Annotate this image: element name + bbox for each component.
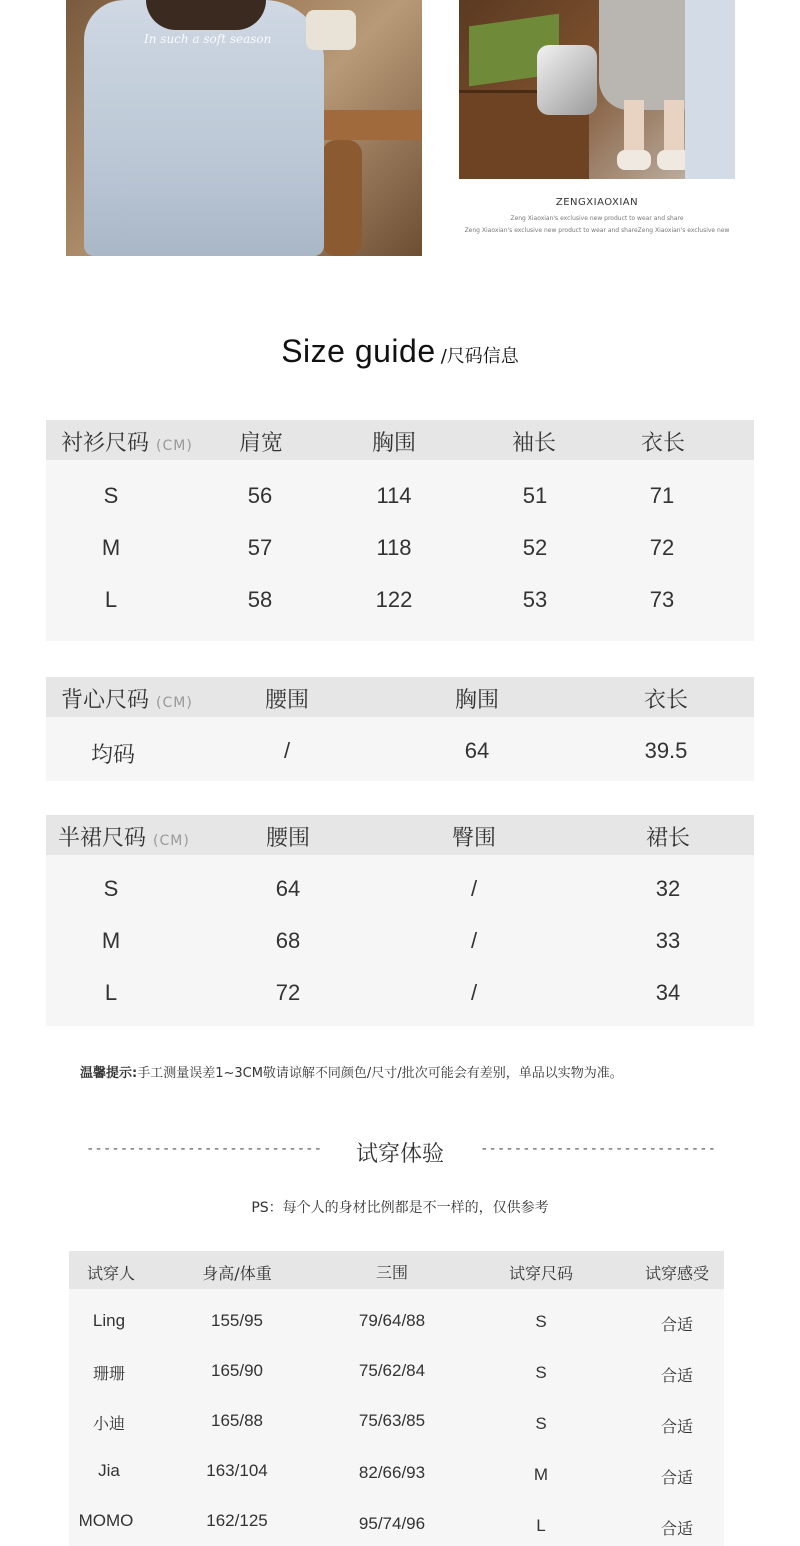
photo-hair [146,0,266,30]
table-cell: 122 [375,587,413,612]
column-header: 腰围 [265,826,311,851]
table-cell: 118 [376,535,412,560]
trial-size: S [535,1414,547,1433]
trial-height-weight: 162/125 [206,1511,268,1530]
model-skirt-photo [459,0,735,179]
table-cell: 33 [655,928,681,953]
trial-ps: PS：每个人的身材比例都是不一样的，仅供参考 [251,1200,549,1216]
trial-measurements: 82/66/93 [358,1463,426,1482]
table-unit: (CM) [153,833,190,849]
table-cell: 72 [275,980,301,1005]
column-header: 三围 [375,1263,409,1282]
table-title [58,821,190,852]
trial-name: 小迪 [92,1414,126,1433]
table-cell: 58 [247,587,273,612]
title-sub: /尺码信息 [440,346,519,367]
trial-size: M [533,1465,549,1484]
column-header: 裙长 [645,826,691,851]
table-unit: (CM) [156,438,193,454]
table-cell: 34 [655,980,681,1005]
column-header: 身高/体重 [202,1264,272,1283]
page-title [0,333,800,370]
column-header: 胸围 [454,688,500,713]
trial-measurements: 79/64/88 [358,1311,426,1330]
table-cell: 52 [522,535,548,560]
brand-tagline: Zeng Xiaoxian's exclusive new product to wear and share [510,215,684,222]
note-text: 手工测量误差1~3CM敬请谅解不同颜色/尺寸/批次可能会有差别，单品以实物为准。 [137,1066,623,1081]
vest-size-table [46,677,754,781]
brand-tagline: Zeng Xiaoxian's exclusive new product to wear and shareZeng Xiaoxian's exclusive new [464,227,730,234]
table-cell: 56 [247,483,273,508]
column-header: 衣长 [643,688,689,713]
trial-feel: 合适 [660,1366,694,1385]
shirt-size-table [46,420,754,641]
model-back-photo [66,0,422,256]
trial-feel: 合适 [660,1417,694,1436]
photo-shoe [617,150,651,170]
table-cell: 64 [275,876,301,901]
column-header: 肩宽 [238,431,284,456]
table-cell: / [470,980,478,1005]
note-label: 温馨提示: [80,1066,138,1081]
table-cell: 71 [649,483,675,508]
table-unit: (CM) [156,695,193,711]
table-cell: 53 [522,587,548,612]
table-title-text: 衬衫尺码 [61,431,150,456]
column-header: 试穿人 [86,1264,136,1283]
table-cell: 39.5 [644,738,688,763]
table-title-text: 半裙尺码 [58,826,147,851]
trial-height-weight: 163/104 [206,1461,268,1480]
photo-bag [306,10,356,50]
size-label: S [103,483,119,508]
photo-table-leg [322,140,362,256]
table-cell: 72 [649,535,675,560]
table-cell: / [283,738,291,763]
photo-sleeve [685,0,735,179]
trial-measurements: 95/74/96 [358,1514,426,1533]
table-cell: / [470,876,478,901]
trial-name: MOMO [78,1511,134,1530]
table-cell: 51 [522,483,548,508]
photo-silver-bag [537,45,597,115]
divider-right: ---------------------------- [480,1141,717,1157]
skirt-size-table [46,815,754,1026]
brand-name: ZENGXIAOXIAN [555,197,639,208]
trial-size: S [535,1312,547,1331]
size-label: L [104,980,118,1005]
table-cell: 64 [464,738,490,763]
table-title [61,426,193,457]
trial-height-weight: 155/95 [211,1311,263,1330]
trial-name: Jia [98,1461,120,1480]
column-header: 胸围 [371,431,417,456]
trial-size: L [536,1516,546,1535]
size-label: S [103,876,119,901]
size-label: M [101,928,121,953]
title-main: Size guide [281,333,436,369]
column-header: 臀围 [451,826,497,851]
table-title-text: 背心尺码 [61,688,150,713]
column-header: 袖长 [511,431,557,456]
column-header: 腰围 [264,688,310,713]
trial-height-weight: 165/90 [211,1361,263,1380]
table-cell: 73 [649,587,675,612]
column-header: 衣长 [640,431,686,456]
column-header: 试穿感受 [644,1264,710,1283]
trial-height-weight: 165/88 [211,1411,263,1430]
size-label: L [104,587,118,612]
trial-measurements: 75/63/85 [358,1411,426,1430]
size-label: M [101,535,121,560]
size-label: 均码 [90,743,136,768]
trial-name: 珊珊 [92,1364,126,1383]
measurement-note [80,1062,623,1081]
trial-feel: 合适 [660,1468,694,1487]
trial-feel: 合适 [660,1519,694,1538]
table-cell: 32 [655,876,681,901]
trial-size: S [535,1363,547,1382]
trial-feel: 合适 [660,1315,694,1334]
table-cell: 114 [376,483,412,508]
shirt-embroidery-text: In such a soft season [144,32,272,46]
trial-measurements: 75/62/84 [358,1361,426,1380]
trial-title: 试穿体验 [355,1142,444,1167]
table-cell: 57 [247,535,273,560]
table-title [61,683,193,714]
trial-table [69,1251,724,1546]
column-header: 试穿尺码 [508,1264,574,1283]
table-cell: 68 [275,928,301,953]
trial-name: Ling [92,1311,126,1330]
divider-left: ---------------------------- [86,1141,323,1157]
table-cell: / [470,928,478,953]
